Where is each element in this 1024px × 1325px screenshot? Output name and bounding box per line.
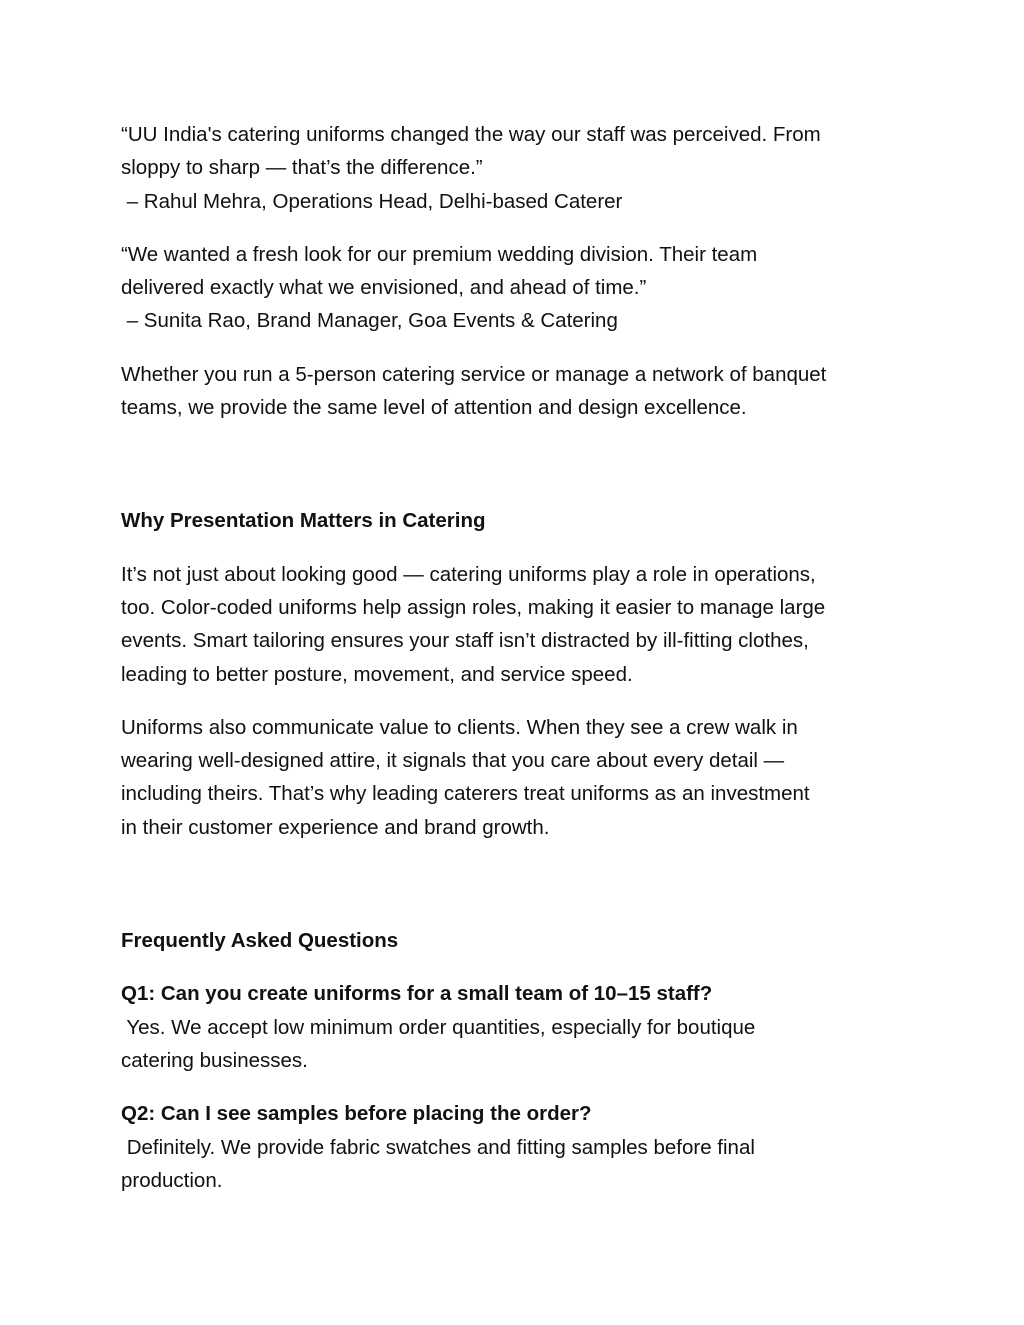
presentation-p2-line-2: wearing well-designed attire, it signals that you care about every detail — (121, 749, 785, 773)
closing-line-1: Whether you run a 5-person catering service or manage a network of banquet (121, 362, 827, 386)
presentation-p2-line-4: in their customer experience and brand growth. (121, 815, 550, 839)
faq-answer-1-line-1: Yes. We accept low minimum order quantities, especially for boutique (121, 1015, 756, 1039)
testimonial-2 (121, 238, 911, 338)
testimonial-2-quote-line-1: “We wanted a fresh look for our premium wedding division. Their team (121, 242, 758, 266)
presentation-p1-line-1: It’s not just about looking good — catering uniforms play a role in operations, (121, 562, 816, 586)
presentation-heading: Why Presentation Matters in Catering (121, 509, 486, 533)
faq-answer-2-line-1: Definitely. We provide fabric swatches and fitting samples before final (121, 1135, 755, 1159)
document-page (121, 118, 911, 1217)
section-spacer (121, 444, 911, 504)
testimonial-1-quote-line-2: sloppy to sharp — that’s the difference.” (121, 156, 483, 180)
presentation-paragraph-2 (121, 711, 911, 844)
presentation-p2-line-1: Uniforms also communicate value to clients. When they see a crew walk in (121, 715, 798, 739)
testimonial-1-quote-line-1: “UU India's catering uniforms changed the way our staff was perceived. From (121, 123, 821, 146)
presentation-p2-line-3: including theirs. That’s why leading caterers treat uniforms as an investment (121, 782, 810, 806)
testimonial-1-attribution: – Rahul Mehra, Operations Head, Delhi-based Caterer (121, 189, 623, 213)
presentation-p1-line-4: leading to better posture, movement, and service speed. (121, 662, 633, 686)
closing-line-2: teams, we provide the same level of attention and design excellence. (121, 396, 747, 420)
faq-heading: Frequently Asked Questions (121, 929, 399, 953)
presentation-paragraph-1 (121, 558, 911, 691)
presentation-p1-line-3: events. Smart tailoring ensures your staff isn’t distracted by ill-fitting clothes, (121, 629, 809, 653)
faq-item-1 (121, 977, 911, 1077)
testimonial-2-attribution: – Sunita Rao, Brand Manager, Goa Events & Catering (121, 309, 618, 333)
testimonial-2-quote-line-2: delivered exactly what we envisioned, and ahead of time.” (121, 276, 647, 300)
faq-answer-1-line-2: catering businesses. (121, 1048, 308, 1072)
testimonial-1 (121, 118, 911, 218)
section-spacer (121, 864, 911, 924)
faq-question-2: Q2: Can I see samples before placing the order? (121, 1102, 592, 1126)
faq-question-1: Q1: Can you create uniforms for a small team of 10–15 staff? (121, 982, 713, 1006)
faq-item-2 (121, 1097, 911, 1197)
closing-paragraph (121, 358, 911, 425)
faq-answer-2-line-2: production. (121, 1168, 223, 1192)
presentation-p1-line-2: too. Color-coded uniforms help assign roles, making it easier to manage large (121, 595, 826, 619)
